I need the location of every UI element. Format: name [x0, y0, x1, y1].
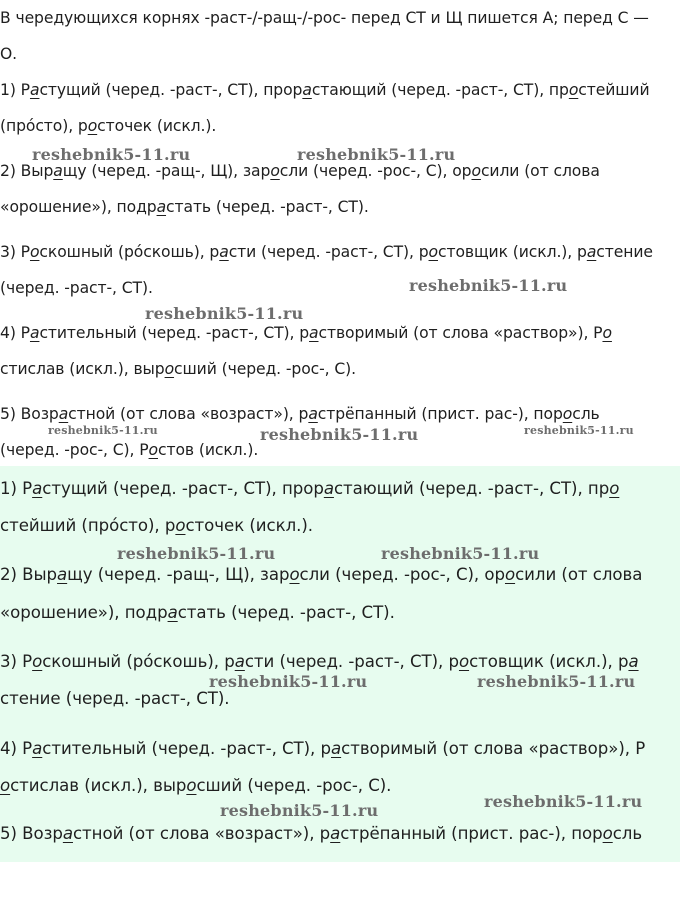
text-segment: скошный (рóскошь), р: [39, 243, 220, 261]
text-segment: стислав (искл.), выр: [0, 360, 165, 378]
inserted-letter: о: [289, 565, 300, 584]
inserted-letter: о: [164, 360, 175, 378]
inserted-letter: а: [323, 479, 334, 498]
text-segment: стрёпанный (прист. рас-), пор: [317, 405, 563, 423]
watermark: reshebnik5-11.ru: [145, 304, 304, 323]
inserted-letter: а: [219, 243, 229, 261]
text-segment: сший (черед. -рос-, С).: [174, 360, 356, 378]
white-line: [0, 80, 650, 100]
text-segment: щу (черед. -ращ-, Щ), зар: [67, 565, 290, 584]
inserted-letter: о: [602, 824, 613, 843]
inserted-letter: о: [270, 162, 280, 180]
inserted-letter: а: [32, 479, 43, 498]
inserted-letter: а: [308, 405, 318, 423]
inserted-letter: а: [32, 739, 43, 758]
watermark: reshebnik5-11.ru: [260, 425, 419, 444]
inserted-letter: о: [609, 479, 620, 498]
green-line: [0, 479, 619, 499]
inserted-letter: о: [602, 324, 612, 342]
watermark: reshebnik5-11.ru: [381, 544, 540, 563]
watermark: reshebnik5-11.ru: [32, 145, 191, 164]
watermark: reshebnik5-11.ru: [117, 544, 276, 563]
inserted-letter: о: [148, 441, 158, 459]
watermark: reshebnik5-11.ru: [209, 672, 368, 691]
text-segment: стение: [596, 243, 653, 261]
inserted-letter: а: [309, 324, 319, 342]
watermark: reshebnik5-11.ru: [409, 276, 568, 295]
white-line: [0, 116, 216, 136]
inserted-letter: а: [234, 652, 245, 671]
inserted-letter: о: [0, 776, 11, 795]
text-segment: 3) Р: [0, 243, 30, 261]
text-segment: стительный (черед. -раст-, СТ), р: [39, 324, 310, 342]
inserted-letter: о: [29, 243, 40, 261]
text-segment: скошный (рóскошь), р: [42, 652, 235, 671]
white-line: [0, 278, 153, 298]
inserted-letter: а: [62, 824, 73, 843]
text-segment: сти (черед. -раст-, СТ), р: [228, 243, 429, 261]
green-line: [0, 565, 642, 585]
inserted-letter: о: [428, 243, 438, 261]
watermark: reshebnik5-11.ru: [220, 801, 379, 820]
watermark: reshebnik5-11.ru: [297, 145, 456, 164]
text-segment: сли (черед. -рос-, С), ор: [279, 162, 472, 180]
inserted-letter: о: [186, 776, 197, 795]
white-line: [0, 359, 356, 379]
inserted-letter: о: [175, 516, 186, 535]
green-line: [0, 776, 391, 796]
inserted-letter: а: [53, 162, 63, 180]
text-segment: сили (от слова: [515, 565, 643, 584]
text-segment: стрёпанный (прист. рас-), пор: [340, 824, 603, 843]
watermark: reshebnik5-11.ru: [48, 424, 158, 437]
green-line: [0, 824, 642, 844]
green-line: [0, 603, 395, 623]
text-segment: створимый (от слова «раствор»), Р: [318, 324, 603, 342]
text-segment: стение (черед. -раст-, СТ).: [0, 689, 230, 708]
text-segment: стислав (искл.), выр: [10, 776, 187, 795]
inserted-letter: а: [628, 652, 639, 671]
text-segment: стной (от слова «возраст»), р: [72, 824, 331, 843]
watermark: reshebnik5-11.ru: [524, 424, 634, 437]
inserted-letter: а: [331, 739, 342, 758]
white-line: [0, 323, 612, 343]
watermark: reshebnik5-11.ru: [484, 792, 643, 811]
text-segment: створимый (от слова «раствор»), Р: [341, 739, 646, 758]
text-segment: сти (черед. -раст-, СТ), р: [244, 652, 459, 671]
green-line: [0, 689, 230, 709]
text-segment: сль: [572, 405, 600, 423]
white-line: [0, 197, 369, 217]
text-segment: 1) Р: [0, 81, 30, 99]
text-segment: сший (черед. -рос-, С).: [196, 776, 392, 795]
text-segment: 4) Р: [0, 739, 33, 758]
text-segment: стать (черед. -раст-, СТ).: [177, 603, 395, 622]
inserted-letter: а: [57, 565, 68, 584]
text-segment: 4) Р: [0, 324, 30, 342]
text-segment: 5) Возр: [0, 405, 59, 423]
text-segment: 1) Р: [0, 479, 33, 498]
text-segment: стительный (черед. -раст-, СТ), р: [42, 739, 331, 758]
text-segment: стовщик (искл.), р: [437, 243, 587, 261]
text-segment: сточек (искл.).: [185, 516, 314, 535]
inserted-letter: а: [167, 603, 178, 622]
inserted-letter: о: [458, 652, 470, 671]
watermark: reshebnik5-11.ru: [477, 672, 636, 691]
inserted-letter: о: [568, 81, 579, 99]
intro-line-2: О.: [0, 45, 18, 63]
inserted-letter: о: [87, 117, 98, 135]
inserted-letter: о: [471, 162, 481, 180]
white-line: [0, 404, 600, 424]
white-line: [0, 242, 653, 262]
text-segment: стейший: [578, 81, 650, 99]
text-segment: сли (черед. -рос-, С), ор: [299, 565, 505, 584]
white-line: [0, 440, 258, 460]
text-segment: стовщик (искл.), р: [469, 652, 629, 671]
text-segment: стейший (прóсто), р: [0, 516, 176, 535]
inserted-letter: о: [562, 405, 573, 423]
text-segment: (черед. -раст-, СТ).: [0, 279, 153, 297]
white-line: [0, 161, 600, 181]
inserted-letter: а: [330, 824, 341, 843]
text-segment: «орошение»), подр: [0, 198, 157, 216]
text-segment: стущий (черед. -раст-, СТ), прор: [39, 81, 303, 99]
text-segment: сили (от слова: [480, 162, 600, 180]
green-line: [0, 516, 313, 536]
text-segment: 3) Р: [0, 652, 33, 671]
text-segment: щу (черед. -ращ-, Щ), зар: [62, 162, 271, 180]
inserted-letter: а: [29, 81, 40, 99]
inserted-letter: а: [586, 243, 597, 261]
text-segment: «орошение»), подр: [0, 603, 168, 622]
text-segment: стать (черед. -раст-, СТ).: [166, 198, 369, 216]
text-segment: стущий (черед. -раст-, СТ), прор: [42, 479, 324, 498]
text-segment: 2) Выр: [0, 162, 54, 180]
text-segment: (черед. -рос-, С), Р: [0, 441, 149, 459]
text-segment: 2) Выр: [0, 565, 58, 584]
green-line: [0, 739, 645, 759]
inserted-letter: а: [302, 81, 312, 99]
inserted-letter: о: [32, 652, 43, 671]
intro-line-1: В чередующихся корнях -раст-/-ращ-/-рос- перед СТ и Щ пишется А; перед С —: [0, 9, 649, 27]
inserted-letter: а: [29, 324, 40, 342]
text-segment: стающий (черед. -раст-, СТ), пр: [333, 479, 610, 498]
inserted-letter: о: [504, 565, 516, 584]
text-segment: 5) Возр: [0, 824, 63, 843]
inserted-letter: а: [58, 405, 69, 423]
text-segment: сточек (искл.).: [97, 117, 217, 135]
text-segment: стающий (черед. -раст-, СТ), пр: [311, 81, 569, 99]
green-line: [0, 652, 639, 672]
text-segment: сль: [612, 824, 643, 843]
text-segment: стов (искл.).: [158, 441, 259, 459]
text-segment: стной (от слова «возраст»), р: [68, 405, 309, 423]
text-segment: (прóсто), р: [0, 117, 88, 135]
inserted-letter: а: [156, 198, 167, 216]
